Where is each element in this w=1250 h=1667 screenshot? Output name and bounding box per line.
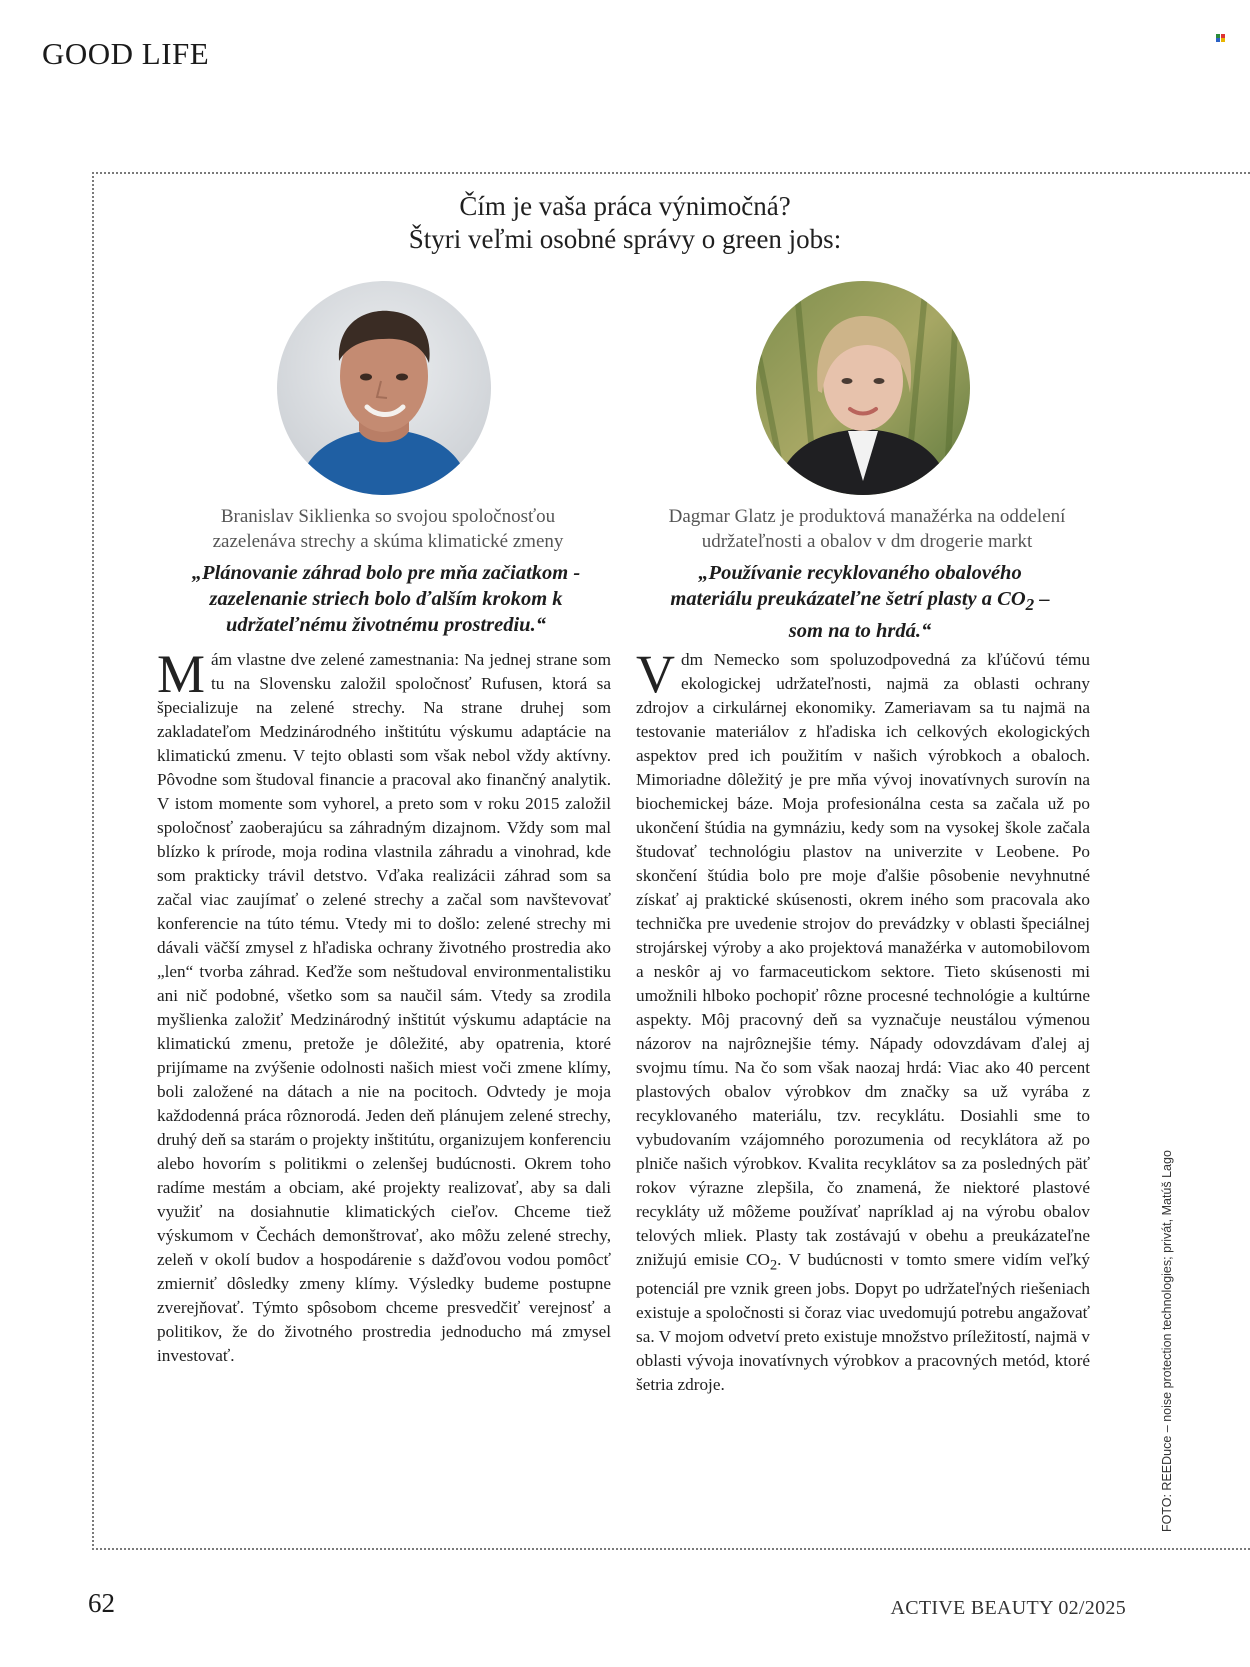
dropcap-left: M: [157, 644, 206, 704]
quote-right-text-b: – som na to hrdá.“: [788, 588, 1050, 643]
quote-right: [660, 560, 1060, 644]
page-number: 62: [88, 1588, 115, 1618]
body-right-text-a: dm Nemecko som spoluzodpovedná za kľúčovú tému ekologickej udržateľnosti, najmä za oblasti ochrany zdrojov a cirkulárnej ekonomiky. Zameriavam sa tu najmä na testovanie materiálov z hľadiska ich celkových ekologických aspektov pred ich použitím v našich výrobkoch a obaloch. Mimoriadne dôležitý je pre mňa vývoj inovatívnych surovín na biochemickej báze. Moja profesionálna cesta sa začala už po ukončení štúdia na gymnáziu, kedy som na vysokej škole začala študovať technológiu plastov na univerzite v Leobene. Po skončení štúdia bolo pre moje ďalšie pôsobenie nevyhnutné získať aj praktické skúsenosti, okrem iného som pracovala ako technička pre uvedenie strojov do prevádzky v oblasti špeciálnej strojárskej výroby a ako projektová manažérka v automobilovom a neskôr aj vo farmaceutickom sektore. Tieto skúsenosti mi umožnili hlboko pochopiť rôzne procesné technológie a kultúrne aspekty. Môj pracovný deň sa vyznačuje neustálou výmenou názorov na najrôznejšie témy. Nápady odovzdávam ďalej aj svojmu tímu. Na čo som však naozaj hrdá: Viac ako 40 percent plastových obalov výrobkov dm značky sa už vyrába z recyklovaného materiálu, tzv. recyklátu. Dosiahli sme to vybudovaním vzájomného porozumenia od recyklátora až po plniče našich výrobkov. Kvalita recyklátov sa za posledných päť rokov výrazne zlepšila, čo znamená, že niektoré plastové recykláty už môžeme používať napríklad aj na výrobu obalov telových mliek. Plasty tak zostávajú v obehu a preukázateľne znižujú emisie CO: [636, 650, 1090, 1269]
section-label: GOOD LIFE: [42, 36, 210, 71]
body-left: [157, 644, 611, 1368]
photo-credit: FOTO: REEDuce – noise protection technologies; privát, Matúš Lago: [1160, 1150, 1174, 1532]
caption-left: Branislav Siklienka so svojou spoločnosťou zazelenáva strechy a skúma klimatické zmeny: [212, 506, 564, 552]
brand-mark-icon: [1216, 34, 1226, 42]
quote-right-text-a: „Používanie recyklovaného obalového materiálu preukázateľne šetrí plasty a CO: [670, 562, 1026, 610]
caption-right: Dagmar Glatz je produktová manažérka na oddelení udržateľnosti a obalov v dm drogerie markt: [668, 506, 1066, 552]
quote-right-subscript: 2: [1025, 595, 1035, 615]
magazine-issue: ACTIVE BEAUTY 02/2025: [890, 1597, 1126, 1619]
portrait-branislav: [277, 281, 491, 495]
body-right: [636, 644, 1090, 1397]
quote-left: „Plánovanie záhrad bolo pre mňa začiatkom - zazelenanie striech bolo ďalším krokom k udržateľnému životnému prostrediu.“: [191, 562, 581, 636]
body-left-text: ám vlastne dve zelené zamestnania: Na jednej strane som tu na Slovensku založil spoločnosť Rufusen, ktorá sa špecializuje na zelené strechy. Na strane druhej som zakladateľom Medzinárodného inštitútu výskumu adaptácie na klimatickú zmenu. V tejto oblasti som však nebol vždy aktívny. Pôvodne som študoval financie a pracoval ako finančný analytik. V istom momente som vyhorel, a preto som v roku 2015 založil spoločnosť zaoberajúcu sa záhradným dizajnom. Vždy som mal blízko k prírode, moja rodina vlastnila záhradu a vinohrad, kde som prakticky trávil detstvo. Vďaka realizácii záhrad som sa začal viac zaujímať o zelené strechy a začal som navštevovať konferencie na túto tému. Vtedy mi to došlo: zelené strechy mi dávali väčší zmysel z hľadiska ochrany životného prostredia ako „len“ tvorba záhrad. Keďže som neštudoval environmentalistiku ani nič podobné, všetko som sa naučil sám. Vtedy sa zrodila myšlienka založiť Medzinárodný inštitút výskumu adaptácie na klimatickú zmenu, pretože je dôležité, aby opatrenia, ktoré prijímame na zvýšenie odolnosti našich miest voči zmene klímy, boli založené na dátach a nie na pocitoch. Odvtedy je moja každodenná práca rôznorodá. Jeden deň plánujem zelené strechy, druhý deň sa starám o projekty inštitútu, organizujem konferenciu alebo hovorím s politikmi o zelenšej budúcnosti. Okrem toho radíme mestám a obciam, aké projekty realizovať, aby sa dali využiť na dosiahnutie klimatických cieľov. Chceme tiež výskumom v Čechách demonštrovať, ako môžu zelené strechy, zeleň v okolí budov a hospodárenie s dažďovou vodou pomôcť zmierniť dôsledky zmeny klímy. Výsledky budeme postupne zverejňovať. Týmto spôsobom chceme presvedčiť verejnosť a politikov, že do životného prostredia jednoducho má zmysel investovať.: [157, 650, 611, 1365]
body-right-text-b: . V budúcnosti v tomto smere vidím veľký potenciál pre vznik green jobs. Dopyt po udržateľných riešeniach existuje a spoločnosti si čoraz viac uvedomujú potrebu angažovať sa. V mojom odvetví preto existuje množstvo príležitostí, najmä v oblasti vývoja inovatívnych výrobkov a pracovných metód, ktoré šetria zdroje.: [636, 1250, 1090, 1395]
heading-line-2: Štyri veľmi osobné správy o green jobs:: [408, 224, 842, 254]
portrait-dagmar: [756, 281, 970, 495]
portrait-man-illustration: [277, 281, 491, 495]
dropcap-right: V: [636, 644, 675, 704]
body-right-subscript: 2: [769, 1257, 778, 1274]
article-heading: [300, 190, 950, 256]
portrait-woman-illustration: [756, 281, 970, 495]
heading-line-1: Čím je vaša práca výnimočná?: [459, 191, 791, 221]
